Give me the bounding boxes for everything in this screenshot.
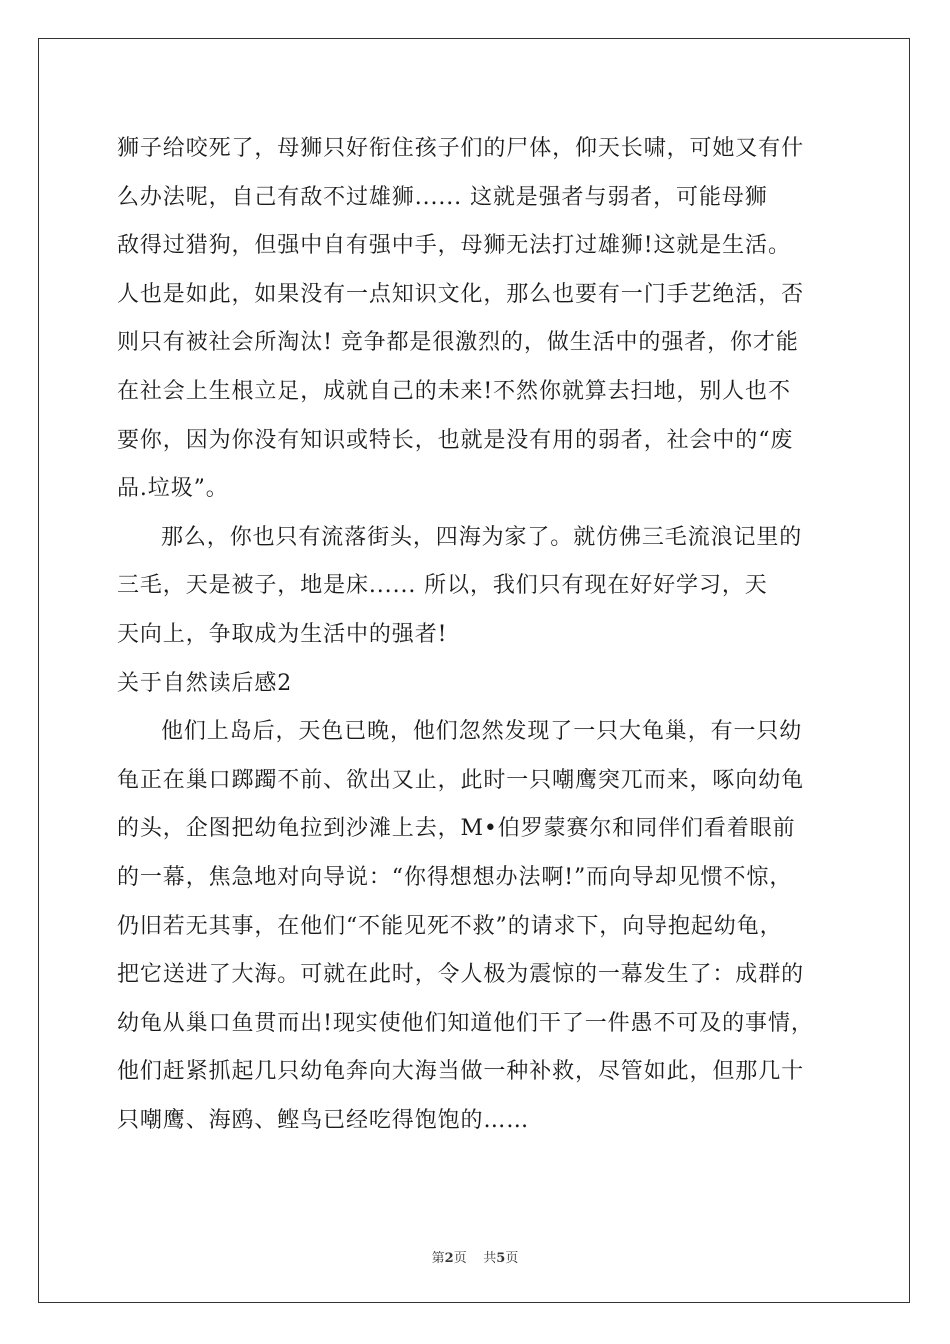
page-prefix: 第 xyxy=(431,1251,445,1266)
text-line: 那么，你也只有流落街头，四海为家了。就仿佛三毛流浪记里的 xyxy=(161,524,803,550)
text-line: 他们赶紧抓起几只幼龟奔向大海当做一种补救，尽管如此，但那几十 xyxy=(117,1059,805,1085)
text-line: 他们上岛后，天色已晚，他们忽然发现了一只大龟巢，有一只幼 xyxy=(161,719,803,745)
text-line: 敌得过猎狗，但强中自有强中手，母狮无法打过雄狮!这就是生活。 xyxy=(117,233,791,259)
document-body xyxy=(117,125,837,1145)
text-line: 只嘲鹰、海鸥、鲣鸟已经吃得饱饱的…… xyxy=(117,1107,530,1133)
text-line: 把它送进了大海。可就在此时，令人极为震惊的一幕发生了：成群的 xyxy=(117,962,805,988)
total-suffix: 页 xyxy=(505,1251,519,1266)
text-line: 天向上，争取成为生活中的强者! xyxy=(117,621,448,647)
text-line: 人也是如此，如果没有一点知识文化，那么也要有一门手艺绝活，否 xyxy=(117,281,805,307)
text-line: 在社会上生根立足，成就自己的未来!不然你就算去扫地，别人也不 xyxy=(117,378,791,404)
page-footer xyxy=(0,1247,950,1266)
text-line: 龟正在巢口踯躅不前、欲出又止，此时一只嘲鹰突兀而来，啄向幼龟 xyxy=(117,767,805,793)
total-prefix: 共 xyxy=(483,1251,497,1266)
text-line: 么办法呢，自己有敌不过雄狮...... 这就是强者与弱者，可能母狮 xyxy=(117,184,768,210)
text-line: 的头，企图把幼龟拉到沙滩上去，M•伯罗蒙赛尔和同伴们看着眼前 xyxy=(117,816,796,842)
page-total: 5 xyxy=(496,1251,506,1266)
text-line: 幼龟从巢口鱼贯而出!现实使他们知道他们干了一件愚不可及的事情， xyxy=(117,1010,814,1036)
text-line: 品.垃圾”。 xyxy=(117,476,229,502)
text-line: 要你，因为你没有知识或特长，也就是没有用的弱者，社会中的“废 xyxy=(117,427,794,453)
text-line: 三毛，天是被子，地是床...... 所以，我们只有现在好好学习，天 xyxy=(117,573,768,599)
page-suffix: 页 xyxy=(453,1251,467,1266)
page-current: 2 xyxy=(444,1251,454,1266)
text-line: 狮子给咬死了，母狮只好衔住孩子们的尸体，仰天长啸，可她又有什 xyxy=(117,136,805,161)
text-line: 仍旧若无其事，在他们“不能见死不救”的请求下，向导抱起幼龟， xyxy=(117,913,783,939)
text-line: 的一幕，焦急地对向导说：“你得想想办法啊!”而向导却见惯不惊， xyxy=(117,864,793,890)
text-line: 则只有被社会所淘汰! 竞争都是很激烈的，做生活中的强者，你才能 xyxy=(117,330,799,356)
section-title: 关于自然读后感2 xyxy=(117,670,293,696)
